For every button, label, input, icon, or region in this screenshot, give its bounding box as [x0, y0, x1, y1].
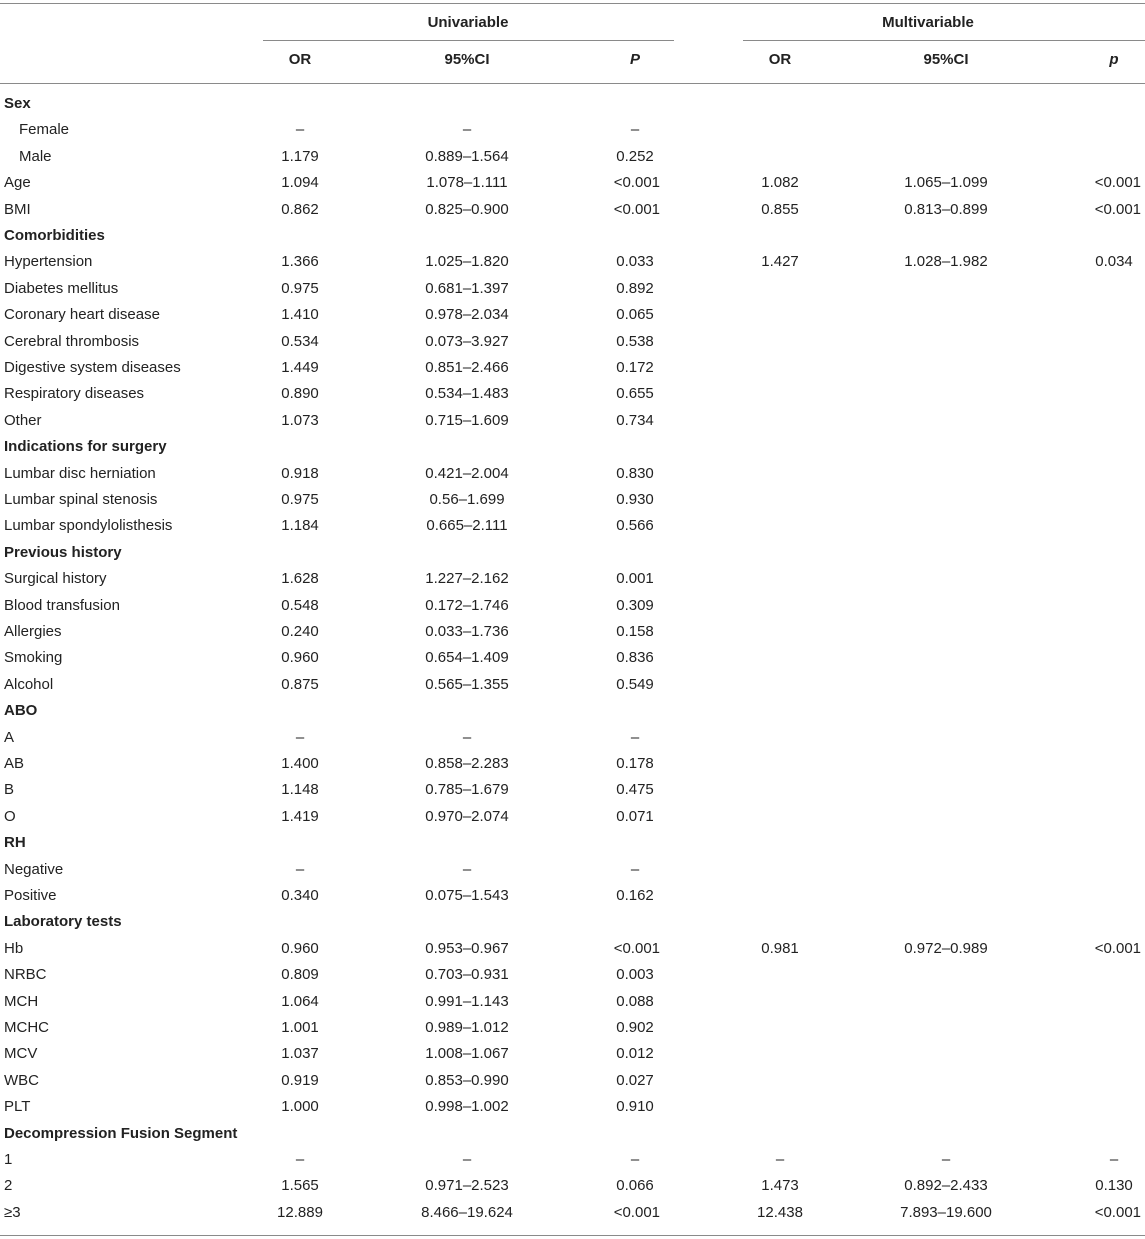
uni-p-cell: 0.836	[616, 649, 654, 667]
row-label: Surgical history	[4, 570, 107, 588]
header-multi-ci: 95%CI	[923, 51, 969, 68]
uni-ci-cell: 0.703–0.931	[425, 966, 509, 984]
row-label: Lumbar spondylolisthesis	[4, 517, 173, 535]
table-row	[0, 936, 1145, 962]
header-univariable: Univariable	[427, 14, 509, 31]
section-row	[0, 830, 1145, 856]
uni-p-cell: 0.065	[616, 306, 654, 324]
multi-ci-cell: –	[941, 1151, 951, 1168]
uni-or-cell: 1.094	[281, 174, 319, 192]
table-row	[0, 566, 1145, 592]
uni-ci-cell: 0.953–0.967	[425, 939, 509, 957]
uni-or-cell: 1.064	[281, 992, 319, 1010]
table-row	[0, 513, 1145, 539]
multi-p-cell: <0.001	[1094, 200, 1141, 218]
uni-p-cell: 0.830	[616, 464, 654, 482]
row-label: Smoking	[4, 649, 63, 667]
top-rule	[0, 3, 1145, 4]
table-row	[0, 487, 1145, 513]
multi-p-cell: <0.001	[1094, 174, 1141, 192]
row-label: Respiratory diseases	[4, 385, 145, 403]
row-label: Female	[19, 121, 70, 139]
uni-or-cell: 0.340	[281, 887, 319, 904]
uni-p-cell: <0.001	[613, 200, 660, 218]
uni-ci-cell: –	[462, 728, 472, 746]
uni-p-cell: 0.566	[616, 517, 654, 535]
uni-or-cell: 0.862	[281, 200, 319, 218]
header-multi-p: p	[1109, 51, 1119, 68]
row-label: MCHC	[4, 1019, 49, 1036]
uni-p-cell: 0.930	[616, 491, 654, 508]
uni-p-cell: 0.027	[616, 1071, 654, 1089]
uni-ci-cell: 0.534–1.483	[425, 385, 509, 403]
uni-or-cell: 12.889	[277, 1203, 323, 1221]
uni-ci-cell: 0.665–2.111	[426, 517, 508, 535]
table-row	[0, 381, 1145, 407]
row-label: Other	[4, 411, 42, 429]
uni-or-cell: 0.809	[281, 966, 319, 984]
uni-ci-cell: 0.858–2.283	[425, 755, 509, 772]
table-row	[0, 1173, 1145, 1199]
row-label: Age	[4, 174, 31, 192]
row-label: Lumbar spinal stenosis	[4, 491, 158, 508]
row-label: BMI	[4, 200, 31, 218]
uni-p-cell: –	[630, 728, 640, 746]
row-label: A	[4, 728, 15, 746]
section-row	[0, 223, 1145, 249]
uni-p-cell: 0.158	[616, 623, 654, 640]
uni-ci-cell: 0.998–1.002	[425, 1098, 509, 1116]
uni-ci-cell: –	[462, 1151, 472, 1168]
uni-p-cell: 0.071	[616, 807, 654, 825]
section-label: Indications for surgery	[4, 438, 167, 456]
section-label: Laboratory tests	[4, 913, 122, 931]
uni-or-cell: –	[295, 121, 305, 139]
uni-ci-cell: 1.227–2.162	[425, 570, 509, 588]
uni-or-cell: 1.400	[281, 755, 319, 772]
row-label: AB	[4, 755, 25, 772]
table-row	[0, 857, 1145, 883]
uni-or-cell: 0.875	[281, 675, 319, 693]
multi-ci-cell: 1.065–1.099	[904, 174, 988, 192]
multivariable-underline	[743, 40, 1145, 41]
uni-or-cell: –	[295, 1151, 305, 1168]
header-uni-p: P	[629, 51, 641, 68]
uni-p-cell: 0.910	[616, 1098, 654, 1116]
uni-p-cell: <0.001	[613, 174, 660, 192]
uni-or-cell: 1.000	[281, 1098, 319, 1116]
section-label: Previous history	[4, 543, 122, 561]
uni-or-cell: 1.037	[281, 1045, 319, 1063]
uni-ci-cell: 0.073–3.927	[425, 332, 509, 350]
table-row	[0, 883, 1145, 909]
uni-ci-cell: 0.033–1.736	[425, 623, 509, 640]
uni-ci-cell: 0.971–2.523	[425, 1177, 509, 1195]
uni-ci-cell: 0.970–2.074	[425, 807, 509, 825]
table-row	[0, 593, 1145, 619]
uni-p-cell: 0.475	[616, 781, 654, 799]
header-rule	[0, 83, 1145, 84]
uni-or-cell: 0.975	[281, 491, 319, 508]
uni-ci-cell: 0.989–1.012	[425, 1019, 509, 1036]
table-row	[0, 276, 1145, 302]
uni-p-cell: 0.252	[616, 147, 654, 165]
univariable-underline	[263, 40, 674, 41]
multi-or-cell: 12.438	[757, 1203, 803, 1221]
uni-p-cell: 0.655	[616, 385, 654, 403]
uni-or-cell: 1.366	[281, 253, 319, 271]
uni-ci-cell: 1.025–1.820	[425, 253, 509, 271]
uni-p-cell: 0.178	[616, 755, 654, 772]
multi-or-cell: 1.082	[761, 174, 799, 192]
table-row	[0, 777, 1145, 803]
table-row	[0, 170, 1145, 196]
section-row	[0, 91, 1145, 117]
table-row	[0, 1015, 1145, 1041]
uni-or-cell: 1.628	[281, 570, 319, 588]
uni-ci-cell: 0.421–2.004	[425, 464, 509, 482]
uni-ci-cell: 0.851–2.466	[425, 359, 509, 376]
uni-ci-cell: 0.991–1.143	[425, 992, 509, 1010]
uni-p-cell: 0.309	[616, 596, 654, 614]
table-row	[0, 1094, 1145, 1120]
header-multi-or: OR	[768, 51, 792, 68]
row-label: Cerebral thrombosis	[4, 332, 140, 350]
header-multivariable: Multivariable	[882, 14, 974, 31]
table-row	[0, 989, 1145, 1015]
row-label: NRBC	[4, 966, 47, 984]
row-label: B	[4, 781, 15, 799]
uni-or-cell: 0.960	[281, 649, 319, 667]
uni-p-cell: 0.088	[616, 992, 654, 1010]
uni-ci-cell: 1.078–1.111	[426, 174, 508, 192]
multi-p-cell: 0.034	[1095, 253, 1133, 271]
section-label: Sex	[4, 95, 31, 112]
uni-ci-cell: 0.889–1.564	[425, 147, 509, 165]
uni-p-cell: 0.172	[616, 359, 654, 376]
multi-p-cell: –	[1109, 1151, 1119, 1168]
table-row	[0, 117, 1145, 143]
uni-ci-cell: 0.785–1.679	[425, 781, 509, 799]
row-label: Hb	[4, 939, 24, 957]
multi-ci-cell: 1.028–1.982	[904, 253, 988, 271]
row-label: Diabetes mellitus	[4, 279, 119, 297]
uni-p-cell: <0.001	[613, 939, 660, 957]
section-row	[0, 540, 1145, 566]
uni-p-cell: 0.033	[616, 253, 654, 271]
uni-p-cell: –	[630, 1151, 640, 1168]
table-row	[0, 1068, 1145, 1094]
uni-or-cell: 0.240	[281, 623, 319, 640]
uni-or-cell: 1.179	[281, 147, 319, 165]
uni-or-cell: 1.419	[281, 807, 319, 825]
multi-or-cell: 1.473	[761, 1177, 799, 1195]
multi-ci-cell: 0.972–0.989	[904, 939, 988, 957]
uni-p-cell: 0.902	[616, 1019, 654, 1036]
table-row	[0, 144, 1145, 170]
uni-ci-cell: 0.853–0.990	[425, 1071, 509, 1089]
table-row	[0, 619, 1145, 645]
uni-or-cell: 0.919	[281, 1071, 319, 1089]
uni-or-cell: 0.975	[281, 279, 319, 297]
uni-or-cell: 1.001	[281, 1019, 319, 1036]
row-label: 1	[4, 1151, 13, 1168]
uni-or-cell: 1.148	[281, 781, 319, 799]
row-label: Digestive system diseases	[4, 359, 181, 376]
uni-ci-cell: 8.466–19.624	[421, 1203, 513, 1221]
section-row	[0, 698, 1145, 724]
uni-or-cell: 1.449	[281, 359, 319, 376]
uni-ci-cell: 1.008–1.067	[425, 1045, 509, 1063]
row-label: Male	[19, 147, 52, 165]
table-row	[0, 1200, 1145, 1226]
uni-ci-cell: 0.825–0.900	[425, 200, 509, 218]
uni-ci-cell: 0.172–1.746	[425, 596, 509, 614]
multi-ci-cell: 7.893–19.600	[900, 1203, 992, 1221]
row-label: Hypertension	[4, 253, 93, 271]
table-row	[0, 725, 1145, 751]
multi-or-cell: –	[775, 1151, 785, 1168]
uni-ci-cell: 0.565–1.355	[425, 675, 509, 693]
uni-p-cell: 0.538	[616, 332, 654, 350]
uni-p-cell: 0.549	[616, 675, 654, 693]
table-row	[0, 1147, 1145, 1173]
uni-p-cell: –	[630, 121, 640, 139]
row-label: WBC	[4, 1071, 39, 1089]
table-row	[0, 962, 1145, 988]
uni-p-cell: –	[630, 860, 640, 878]
uni-ci-cell: –	[462, 860, 472, 878]
table-row	[0, 751, 1145, 777]
row-label: MCV	[4, 1045, 38, 1063]
uni-p-cell: 0.162	[616, 887, 654, 904]
multi-or-cell: 1.427	[761, 253, 799, 271]
uni-or-cell: 0.960	[281, 939, 319, 957]
row-label: MCH	[4, 992, 39, 1010]
multi-ci-cell: 0.892–2.433	[904, 1177, 988, 1195]
table-row	[0, 672, 1145, 698]
uni-or-cell: 1.565	[281, 1177, 319, 1195]
uni-p-cell: 0.892	[616, 279, 654, 297]
row-label: Negative	[4, 860, 64, 878]
uni-p-cell: 0.001	[616, 570, 654, 588]
section-label: ABO	[4, 702, 38, 720]
uni-ci-cell: 0.715–1.609	[425, 411, 509, 429]
table-row	[0, 329, 1145, 355]
section-label: Decompression Fusion Segment	[4, 1124, 238, 1142]
section-label: RH	[4, 834, 26, 852]
multi-p-cell: 0.130	[1095, 1177, 1133, 1195]
table-row	[0, 804, 1145, 830]
table-row	[0, 408, 1145, 434]
row-label: Blood transfusion	[4, 596, 120, 614]
row-label: PLT	[4, 1098, 31, 1116]
uni-or-cell: 0.918	[281, 464, 319, 482]
uni-ci-cell: –	[462, 121, 472, 139]
uni-ci-cell: 0.075–1.543	[425, 887, 509, 904]
table-row	[0, 302, 1145, 328]
bottom-rule	[0, 1235, 1145, 1236]
table-row	[0, 645, 1145, 671]
multi-or-cell: 0.855	[761, 200, 799, 218]
row-label: 2	[4, 1177, 13, 1195]
uni-p-cell: 0.734	[616, 411, 654, 429]
uni-ci-cell: 0.654–1.409	[425, 649, 509, 667]
uni-or-cell: –	[295, 860, 305, 878]
table-row	[0, 461, 1145, 487]
row-label: Allergies	[4, 623, 62, 640]
section-row	[0, 909, 1145, 935]
uni-ci-cell: 0.681–1.397	[425, 279, 509, 297]
uni-p-cell: 0.012	[616, 1045, 654, 1063]
multi-p-cell: <0.001	[1094, 939, 1141, 957]
header-uni-ci: 95%CI	[444, 51, 490, 68]
row-label: ≥3	[4, 1203, 21, 1221]
uni-or-cell: 0.890	[281, 385, 319, 403]
uni-ci-cell: 0.56–1.699	[429, 491, 505, 508]
row-label: Alcohol	[4, 675, 54, 693]
table-row	[0, 1041, 1145, 1067]
uni-p-cell: <0.001	[613, 1203, 660, 1221]
uni-or-cell: 1.410	[281, 306, 319, 324]
row-label: Coronary heart disease	[4, 306, 160, 324]
section-row	[0, 434, 1145, 460]
header-uni-or: OR	[288, 51, 312, 68]
uni-p-cell: 0.003	[616, 966, 654, 984]
uni-ci-cell: 0.978–2.034	[425, 306, 509, 324]
uni-p-cell: 0.066	[616, 1177, 654, 1195]
multi-or-cell: 0.981	[761, 939, 799, 957]
row-label: Lumbar disc herniation	[4, 464, 156, 482]
uni-or-cell: 0.548	[281, 596, 319, 614]
multi-ci-cell: 0.813–0.899	[904, 200, 988, 218]
section-row	[0, 1121, 1145, 1147]
row-label: O	[4, 807, 16, 825]
uni-or-cell: 1.073	[281, 411, 319, 429]
table-row	[0, 355, 1145, 381]
row-label: Positive	[4, 887, 57, 904]
table-row	[0, 197, 1145, 223]
uni-or-cell: 0.534	[281, 332, 319, 350]
uni-or-cell: –	[295, 728, 305, 746]
uni-or-cell: 1.184	[281, 517, 319, 535]
table-row	[0, 249, 1145, 275]
multi-p-cell: <0.001	[1094, 1203, 1141, 1221]
section-label: Comorbidities	[4, 227, 105, 244]
